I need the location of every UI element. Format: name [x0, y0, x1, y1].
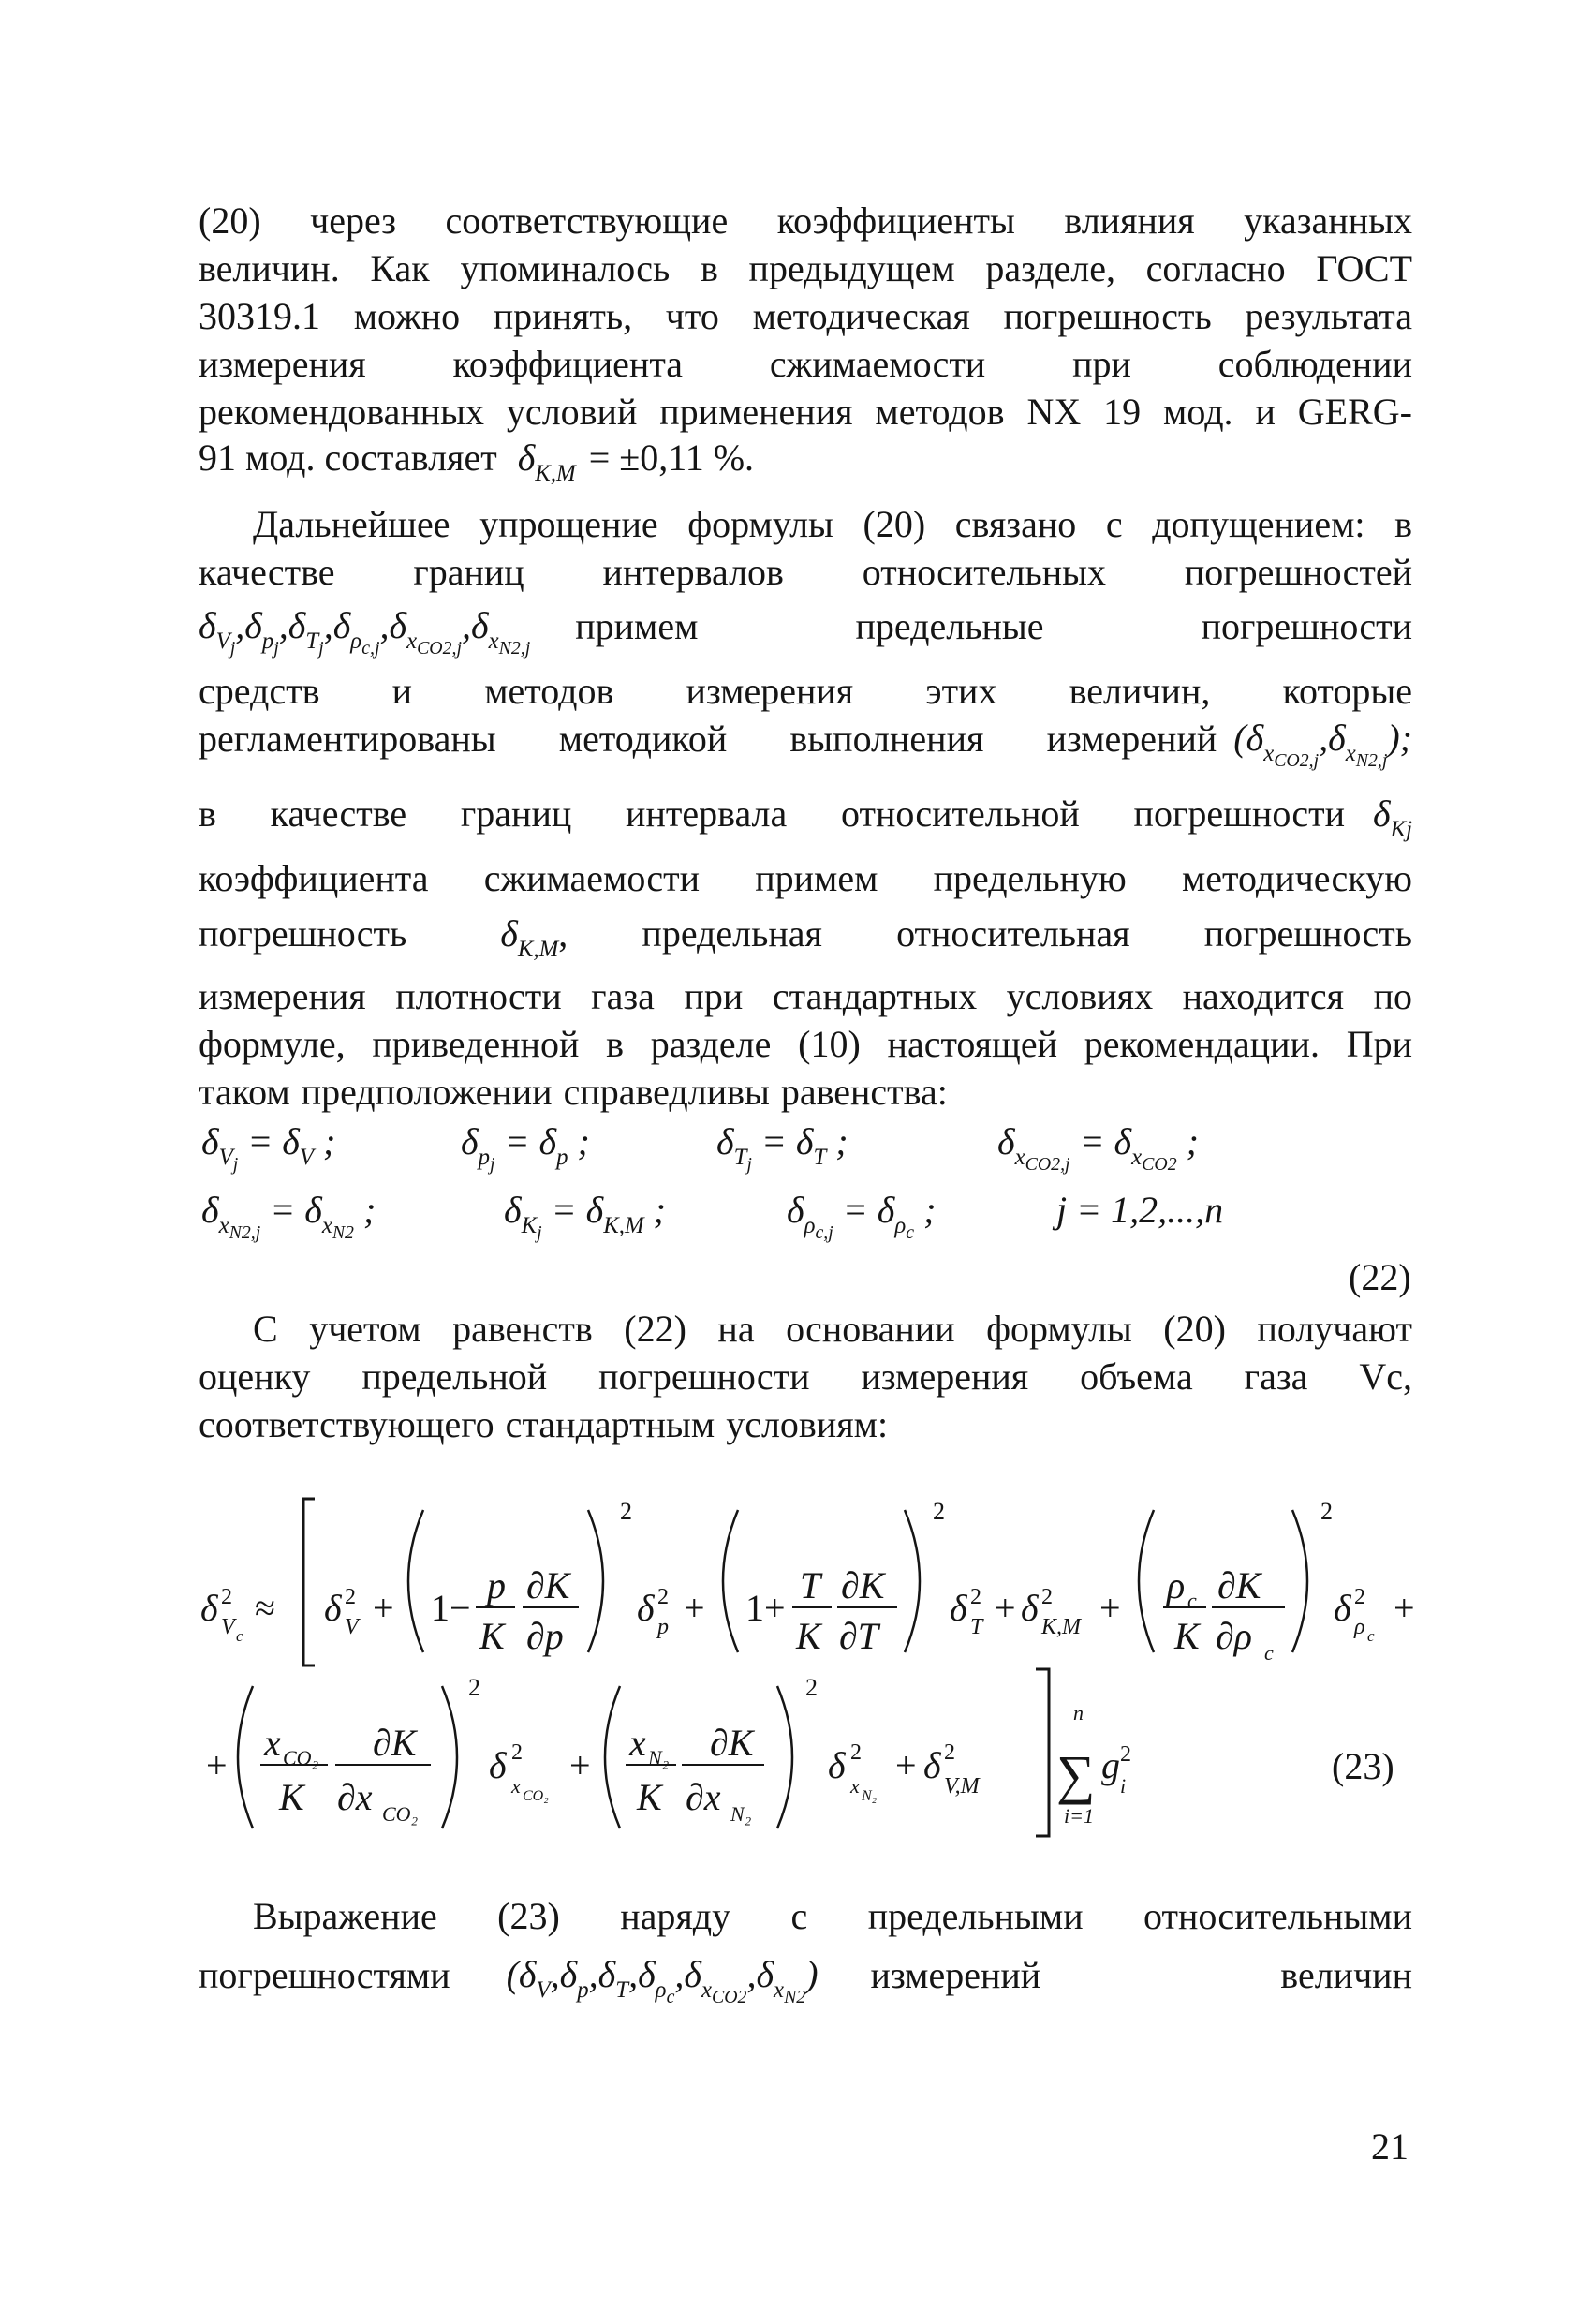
formula-term: 2	[1354, 1585, 1365, 1609]
formula-term: 2	[511, 1740, 523, 1765]
formula-term: p	[657, 1615, 669, 1639]
formula-term: ∂K	[526, 1564, 570, 1606]
equality-k: $\delta_{K_j} = \delta_{K,M}$ ;	[504, 1189, 666, 1244]
formula-term: δ	[489, 1744, 507, 1786]
paragraph-text: , предельная относительная погрешность	[558, 912, 1412, 955]
equation-number-23: (23)	[1332, 1745, 1394, 1787]
right-bracket	[1036, 1669, 1049, 1836]
paragraph-text: регламентированы методикой выполнения измерений	[199, 718, 1217, 760]
formula-term: 2	[221, 1585, 232, 1609]
formula-term: K,M	[1041, 1615, 1081, 1639]
paragraph-text: погрешностями	[199, 1954, 450, 1996]
formula-term: 2	[657, 1585, 669, 1609]
formula-term: N₂	[648, 1746, 670, 1769]
delta-list-formula-2: $(\delta_V,\delta_p,\delta_T,\delta_{\rho_c},\delta_{x_{CO2}},\delta_{x_{N2}})$	[506, 1952, 819, 2007]
formula-term: ∂ρ	[1216, 1615, 1252, 1657]
formula-term: ∂K	[841, 1564, 885, 1606]
formula-term: δ	[324, 1587, 342, 1629]
formula-term: K	[637, 1776, 662, 1818]
formula-term: ∂x	[686, 1776, 721, 1818]
formula-term: 1+	[745, 1587, 786, 1629]
formula-term: i=1	[1064, 1804, 1094, 1828]
delta-kj-symbol: $\delta_{Kj}$	[1372, 792, 1412, 843]
formula-term: ∂T	[839, 1615, 879, 1657]
formula-term: V	[221, 1615, 235, 1639]
formula-term: +	[373, 1587, 394, 1629]
paren	[777, 1686, 792, 1828]
formula-term: c	[1187, 1589, 1197, 1612]
formula-term: CO₂	[523, 1788, 549, 1804]
formula-term: x	[629, 1722, 646, 1764]
formula-term: 2	[970, 1585, 981, 1609]
formula-term: g	[1101, 1744, 1120, 1786]
formula-term: δ	[923, 1744, 941, 1786]
formula-term: x	[511, 1774, 521, 1798]
formula-term: c	[1264, 1641, 1274, 1665]
paragraph-line: таком предположении справедливы равенства:	[199, 1071, 948, 1113]
formula-term: CO₂	[382, 1802, 419, 1826]
formula-term: c	[236, 1627, 243, 1645]
formula-term: ρ	[1354, 1615, 1365, 1639]
paragraph-line: формуле, приведенной в разделе (10) настоящей рекомендации. При	[199, 1023, 1412, 1065]
equality-v: $\delta_{V_j} = \delta_V$ ;	[201, 1120, 336, 1176]
formula-term: 2	[933, 1498, 945, 1525]
paragraph-text: погрешность	[199, 912, 407, 955]
j-range: j = 1,2,...,n	[1056, 1189, 1224, 1231]
paren	[1139, 1510, 1154, 1652]
formula-term: V,M	[944, 1774, 980, 1799]
formula-term: δ	[950, 1587, 967, 1629]
formula-term: ∂x	[337, 1776, 373, 1818]
equation-number-22: (22)	[1349, 1256, 1411, 1298]
paragraph-line: (20) через соответствующие коэффициенты влияния указанных	[199, 200, 1412, 242]
paragraph-line: измерения плотности газа при стандартных условиях находится по	[199, 975, 1412, 1017]
formula-term: δ	[200, 1587, 218, 1629]
paren	[238, 1686, 253, 1828]
formula-term: N₂	[730, 1802, 752, 1826]
delta-km-symbol: $\delta_{K,M}$	[500, 912, 559, 963]
delta-km-value: = ±0,11 %.	[588, 437, 755, 479]
formula-term: 2	[468, 1674, 480, 1701]
formula-term: N₂	[862, 1788, 878, 1804]
equality-p: $\delta_{p_j} = \delta_p$ ;	[461, 1120, 590, 1176]
left-bracket	[303, 1499, 315, 1665]
paragraph-line: измерения коэффициента сжимаемости при соблюдении	[199, 343, 1412, 385]
formula-term: δ	[637, 1587, 655, 1629]
formula-term: x	[850, 1774, 860, 1798]
paren	[408, 1510, 423, 1652]
delta-x-pair-formula: $(\delta_{x_{CO2,j}},\delta_{x_{N2,j}})$;	[1233, 716, 1412, 771]
paragraph-text: в качестве границ интервала относительной погрешности	[199, 792, 1345, 835]
formula-term: 2	[805, 1674, 818, 1701]
formula-term: +	[206, 1744, 228, 1786]
paren	[442, 1686, 457, 1828]
formula-term: +	[995, 1587, 1016, 1629]
formula-term: K	[796, 1615, 821, 1657]
formula-term: ∂K	[373, 1722, 417, 1764]
paren	[588, 1510, 603, 1652]
formula-term: 2	[345, 1585, 356, 1609]
paragraph-line: соответствующего стандартным условиям:	[199, 1403, 889, 1445]
page-number: 21	[1371, 2125, 1409, 2168]
paragraph-line: рекомендованных условий применения методов NX 19 мод. и GERG-	[199, 391, 1412, 433]
formula-term: K	[279, 1776, 304, 1818]
paragraph-text: примем предельные погрешности	[575, 605, 1412, 647]
formula-term: ≈	[255, 1587, 275, 1629]
formula-term: K	[1174, 1615, 1200, 1657]
formula-term: CO₂	[283, 1746, 319, 1769]
formula-term: x	[264, 1722, 281, 1764]
paren	[723, 1510, 738, 1652]
paren	[605, 1686, 620, 1828]
sum-sign: ∑	[1056, 1744, 1096, 1805]
paragraph-line: оценку предельной погрешности измерения объема газа Vc,	[199, 1355, 1412, 1398]
paren	[905, 1510, 920, 1652]
paragraph-line: средств и методов измерения этих величин, которые	[199, 670, 1412, 712]
formula-term: ρ	[1167, 1564, 1186, 1606]
formula-term: δ	[1021, 1587, 1039, 1629]
paragraph-text: 91 мод. составляет	[199, 437, 497, 479]
equality-rho: $\delta_{\rho_{c,j}} = \delta_{\rho_c}$ ;	[787, 1189, 937, 1244]
formula-term: T	[970, 1615, 983, 1639]
paragraph-line: С учетом равенств (22) на основании формулы (20) получают	[253, 1308, 1412, 1350]
formula-term: 2	[1320, 1498, 1333, 1525]
equality-xco2: $\delta_{x_{CO2,j}} = \delta_{x_{CO2}}$ ;	[997, 1120, 1199, 1176]
formula-term: 1−	[431, 1587, 471, 1629]
formula-term: c	[1367, 1627, 1375, 1645]
equality-xn2: $\delta_{x_{N2,j}} = \delta_{x_{N2}}$ ;	[201, 1189, 376, 1244]
paragraph-line: Выражение (23) наряду с предельными относительными	[253, 1895, 1412, 1937]
paragraph-line: 30319.1 можно принять, что методическая погрешность результата	[199, 295, 1412, 337]
paragraph-line: коэффициента сжимаемости примем предельную методическую	[199, 857, 1412, 899]
paragraph-line: качестве границ интервалов относительных погрешностей	[199, 551, 1412, 593]
formula-term: δ	[1334, 1587, 1351, 1629]
formula-term: ∂K	[1217, 1564, 1261, 1606]
formula-term: p	[487, 1564, 506, 1606]
formula-term: ∂p	[526, 1615, 564, 1657]
paragraph-line: величин. Как упоминалось в предыдущем разделе, согласно ГОСТ	[199, 247, 1412, 289]
formula-term: i	[1120, 1774, 1127, 1798]
formula-term: K	[479, 1615, 505, 1657]
formula-term: T	[800, 1564, 821, 1606]
formula-term: 2	[944, 1740, 955, 1765]
formula-term: ∂K	[710, 1722, 754, 1764]
equality-t: $\delta_{T_j} = \delta_T$ ;	[716, 1120, 848, 1176]
formula-term: +	[684, 1587, 705, 1629]
formula-term: V	[345, 1615, 359, 1639]
formula-term: 2	[1120, 1742, 1131, 1767]
paragraph-line: Дальнейшее упрощение формулы (20) связано с допущением: в	[253, 503, 1412, 545]
formula-term: +	[895, 1744, 917, 1786]
formula-term: 2	[1041, 1585, 1053, 1609]
formula-term: +	[1099, 1587, 1121, 1629]
paren	[1292, 1510, 1307, 1652]
delta-km-symbol: $\delta_{K,M}$	[517, 437, 576, 487]
paragraph-line	[199, 1930, 1412, 2007]
formula-term: 2	[850, 1740, 862, 1765]
paragraph-text: измерений величин	[870, 1954, 1412, 1996]
delta-list-formula: $\delta_{V_j},\delta_{p_j},\delta_{T_j},\delta_{\rho_{c,j}},\delta_{x_{CO2,j}},\delta_{x_{N2,j}}$	[199, 603, 531, 659]
formula-term: n	[1073, 1701, 1084, 1724]
formula-term: 2	[620, 1498, 632, 1525]
formula-term: δ	[828, 1744, 846, 1786]
formula-term: +	[569, 1744, 591, 1786]
formula-term: +	[1394, 1587, 1415, 1629]
